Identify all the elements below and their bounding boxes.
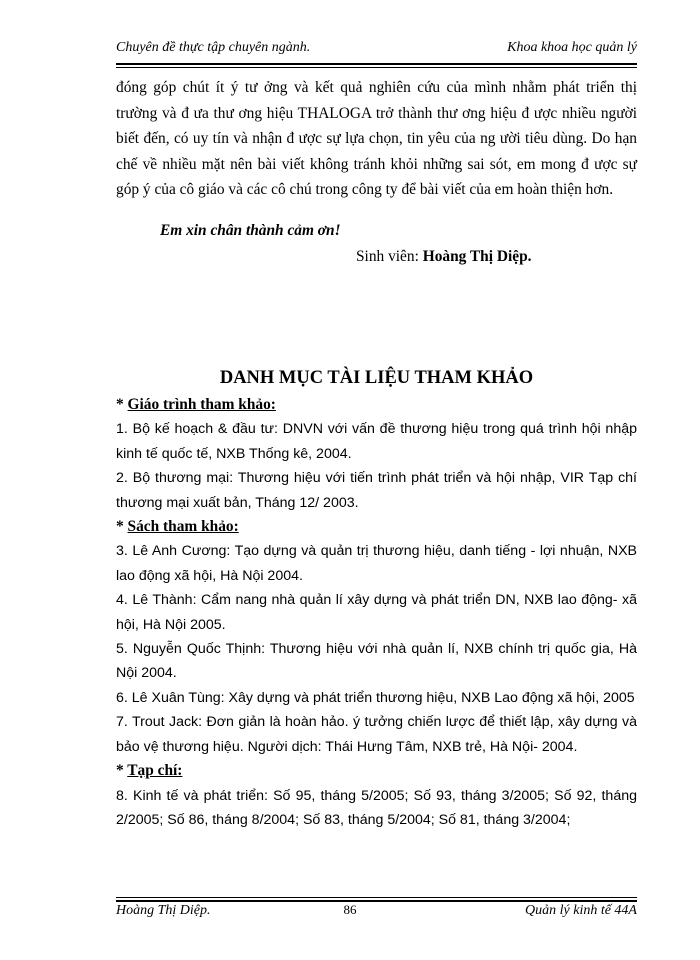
footer-rule-thin <box>116 897 637 898</box>
footer-left-text: Hoàng Thị Diệp. <box>116 903 211 918</box>
section-heading-books: * Sách tham khảo: <box>116 518 239 536</box>
references-title: DANH MỤC TÀI LIỆU THAM KHẢO <box>219 368 534 388</box>
header-rule-thin <box>116 67 637 68</box>
section-heading-textbooks: * Giáo trình tham khảo: <box>116 396 276 413</box>
references-list <box>116 393 637 832</box>
reference-item: 8. Kinh tế và phát triển: Số 95, tháng 5/2005; Số 93, tháng 3/2005; Số 92, tháng 2/2005; Số 86, tháng 8/2004; Số 83, tháng 5/2004; Số 81, tháng 3/2004; <box>116 787 637 828</box>
reference-item: 7. Trout Jack: Đơn giản là hoàn hảo. ý tưởng chiến lược để thiết lập, xây dựng và bảo vệ thương hiệu. Người dịch: Thái Hưng Tâm, NXB trẻ, Hà Nội- 2004. <box>116 714 637 755</box>
header-left-text: Chuyên đề thực tập chuyên ngành. <box>116 40 311 55</box>
header-rule-thick <box>116 63 637 65</box>
reference-item: 4. Lê Thành: Cẩm nang nhà quản lí xây dựng và phát triển DN, NXB lao động- xã hội, Hà Nội 2005. <box>116 592 637 633</box>
signature-label: Sinh viên: <box>356 248 419 265</box>
footer-right-text: Quản lý kinh tế 44A <box>525 903 637 918</box>
intro-paragraph: đóng góp chút ít ý tư ởng và kết quả nghiên cứu của mình nhằm phát triển thị trường và đ ưa thư ơng hiệu THALOGA trở thành thư ơng hiệu đ ược nhiều người biết đến, có uy tín và nhận đ ược sự lựa chọn, tin yêu của ng ười tiêu dùng. Do hạn chế về nhiều mặt nên bài viết không tránh khỏi những sai sót, em mong đ ược sự góp ý của cô giáo và các cô chú trong công ty để bài viết của em hoàn thiện hơn. <box>116 79 637 198</box>
header-right-text: Khoa khoa học quản lý <box>507 40 637 55</box>
reference-item: 6. Lê Xuân Tùng: Xây dựng và phát triển thương hiệu, NXB Lao động xã hội, 2005 <box>116 689 635 706</box>
reference-item: 1. Bộ kế hoạch & đầu tư: DNVN với vấn đề thương hiệu trong quá trình hội nhập kinh tế quốc tế, NXB Thống kê, 2004. <box>116 421 637 462</box>
reference-item: 5. Nguyễn Quốc Thịnh: Thương hiệu với nhà quản lí, NXB chính trị quốc gia, Hà Nội 2004. <box>116 641 637 682</box>
page-number: 86 <box>343 902 357 917</box>
reference-item: 2. Bộ thương mại: Thương hiệu với tiến trình phát triển và hội nhập, VIR Tạp chí thương mại xuất bản, Tháng 12/ 2003. <box>116 470 637 511</box>
section-heading-journals: * Tạp chí: <box>116 762 183 780</box>
reference-item: 3. Lê Anh Cương: Tạo dựng và quản trị thương hiệu, danh tiếng - lợi nhuận, NXB lao động xã hội, Hà Nội 2004. <box>116 543 637 584</box>
page-header <box>116 40 637 62</box>
signature-name: Hoàng Thị Diệp. <box>422 248 532 265</box>
thanks-line: Em xin chân thành cảm ơn! <box>160 222 341 239</box>
signature-line <box>356 248 531 266</box>
